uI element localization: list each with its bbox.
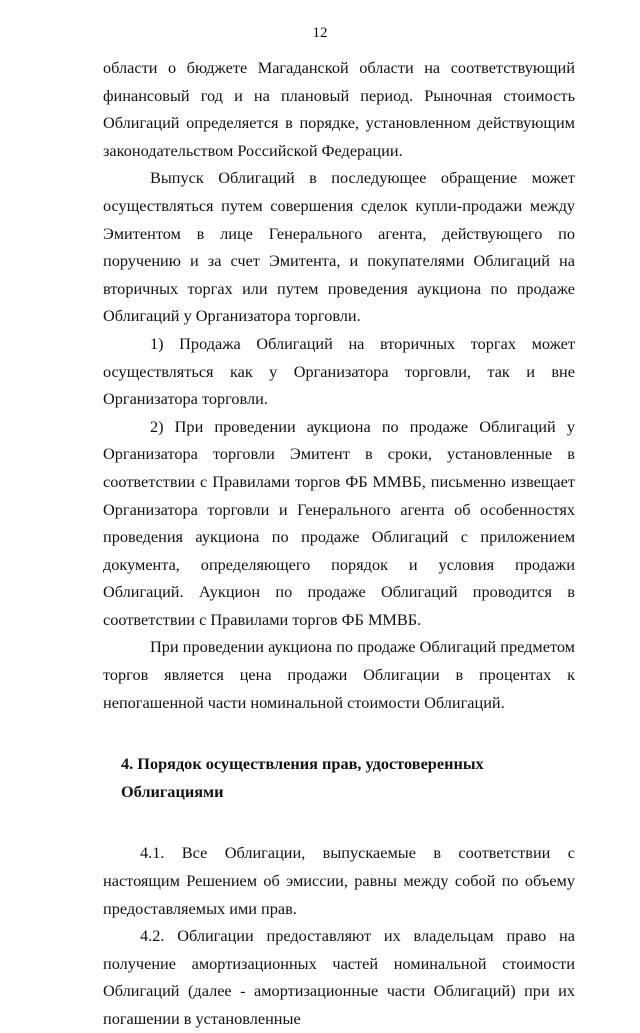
- paragraph-section-4-2: 4.2. Облигации предоставляют их владельцам право на получение амортизационных частей номинальной стоимости Облигаций (далее - амортизационные части Облигаций) при их погашении в установленные: [103, 926, 575, 1028]
- paragraph-issue-circulation: Выпуск Облигаций в последующее обращение может осуществляться путем совершения сделок купли-продажи между Эмитентом в лице Генерального агента, действующего по поручению и за счет Эмитента, и покупателями Облигаций на вторичных торгах или путем проведения аукциона по продаже Облигаций у Организатора торговли.: [103, 168, 575, 326]
- paragraph-section-4-1: 4.1. Все Облигации, выпускаемые в соответствии с настоящим Решением об эмиссии, равны между собой по объему предоставляемых ими прав.: [103, 843, 575, 918]
- section-heading: 4. Порядок осуществления прав, удостоверенных Облигациями: [121, 754, 484, 801]
- paragraph-secondary-trading: 1) Продажа Облигаций на вторичных торгах может осуществляться как у Организатора торговли, так и вне Организатора торговли.: [103, 333, 575, 409]
- document-body: [103, 54, 575, 1033]
- paragraph-continuation: области о бюджете Магаданской области на соответствующий финансовый год и на плановый период. Рыночная стоимость Облигаций определяется в порядке, установленном действующим законодательством Российской Федерации.: [103, 58, 575, 160]
- page-number: 12: [312, 25, 328, 41]
- paragraph-auction-subject: При проведении аукциона по продаже Облигаций предметом торгов является цена продажи Облигации в процентах к непогашенной части номинальной стоимости Облигаций.: [103, 637, 575, 712]
- paragraph-auction-procedure: 2) При проведении аукциона по продаже Облигаций у Организатора торговли Эмитент в сроки, установленные в соответствии с Правилами торгов ФБ ММВБ, письменно извещает Организатора торговли и Генерального агента об особенностях проведения аукциона по продаже Облигаций с приложением документа, определяющего порядок и условия продажи Облигаций. Аукцион по продаже Облигаций проводится в соответствии с Правилами торгов ФБ ММВБ.: [103, 416, 575, 629]
